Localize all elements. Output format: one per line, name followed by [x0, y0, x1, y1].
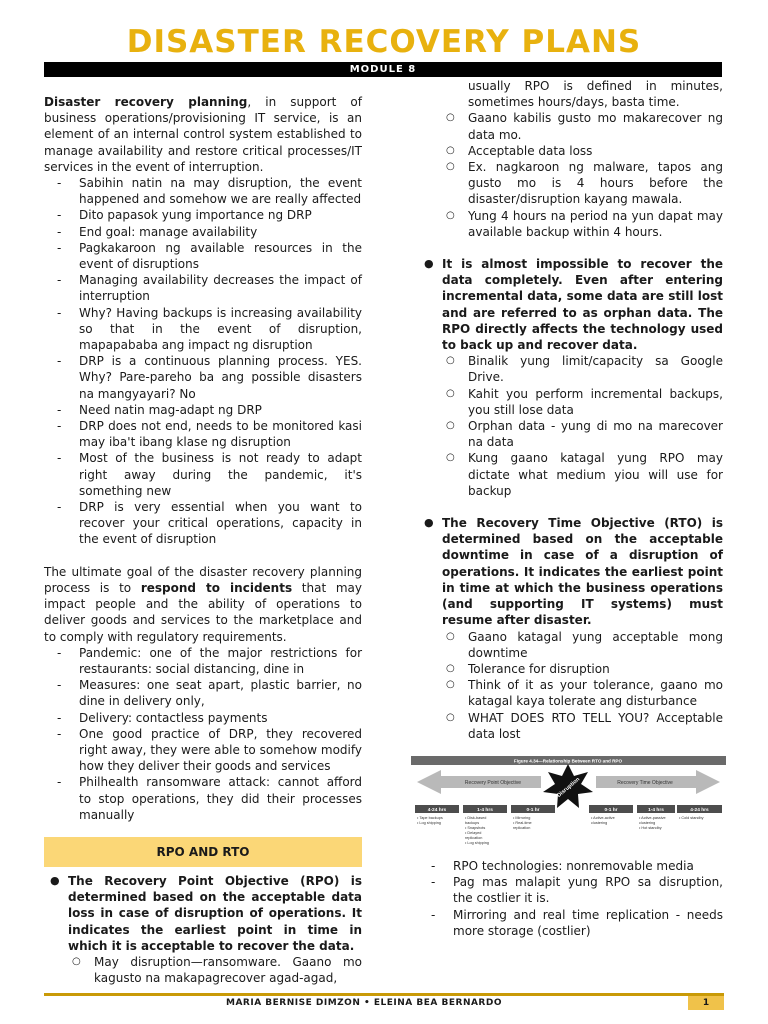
- figure-header-label: 1-4 hrs: [477, 807, 493, 813]
- orphan-definition: [418, 256, 723, 499]
- orphan-text-post: . The RPO directly affects the technology used to back up and recover data.: [442, 305, 723, 353]
- figure-technology-item: replication: [513, 825, 531, 830]
- list-item: - Need natin mag-adapt ng DRP: [44, 402, 362, 418]
- figure-technology-item: • Hot standby: [639, 825, 662, 830]
- figure-technology-item: • Active-active: [591, 815, 615, 820]
- goal-paragraph: [44, 564, 362, 645]
- intro-text: , in support of business operations/provisioning IT service, is an element of an internal control system established to manage availability and restore critical processes/IT services in the event of interruption.: [44, 95, 362, 174]
- list-item: - DRP does not end, needs to be monitored kasi may iba't ibang klase ng disruption: [44, 418, 362, 450]
- rpo-list: [44, 873, 362, 986]
- rpo-sub-item: ○ May disruption—ransomware. Gaano mo kagusto na makapagrecover agad-agad,: [68, 954, 362, 986]
- figure-caption: Figure 4.34—Relationship Between RTO and RPO: [513, 758, 623, 764]
- figure-technology-item: • Real-time: [513, 820, 532, 825]
- list-item: - Pagkakaroon ng available resources in the event of disruptions: [44, 240, 362, 272]
- figure-technology-item: • Delayed: [465, 830, 482, 835]
- figure-technology-item: • Log shipping: [465, 840, 489, 845]
- list-item: - Measures: one seat apart, plastic barrier, no dine in delivery only,: [44, 677, 362, 709]
- orphan-list: [418, 256, 723, 499]
- orphan-sub-item: ○ Orphan data - yung di mo na marecover na data: [442, 418, 723, 450]
- rpo-sub-item: ○ Yung 4 hours na period na yun dapat may available backup within 4 hours.: [442, 208, 723, 240]
- rpo-sub-item: ○ Ex. nagkaroon ng malware, tapos ang gusto mo is 4 hours before the disaster/disruption kayang mawala.: [442, 159, 723, 208]
- section-heading-rpo-rto: RPO AND RTO: [44, 837, 362, 867]
- final-bullet-list: [418, 858, 723, 939]
- rto-text-pre: The: [442, 516, 477, 531]
- figure-technology-item: • Mirroring: [513, 815, 531, 820]
- list-item: - RPO technologies: nonremovable media: [418, 858, 723, 874]
- intro-bullet-list: [44, 175, 362, 548]
- list-item: - Managing availability decreases the impact of interruption: [44, 272, 362, 304]
- list-item: - DRP is a continuous planning process. YES. Why? Pare-pareho ba ang possible disasters na mangyayari? No: [44, 353, 362, 402]
- figure-technology-item: replication: [465, 835, 483, 840]
- rto-sublist: [442, 629, 723, 742]
- figure-header-label: 1-4 hrs: [648, 807, 664, 813]
- list-item: - One good practice of DRP, they recovered right away, they were able to somehow modify how they deliver their goods and services: [44, 726, 362, 775]
- figure-technology-item: • Snapshots: [465, 825, 486, 830]
- list-item: - End goal: manage availability: [44, 224, 362, 240]
- rto-sub-item: ○ Gaano katagal yung acceptable mong downtime: [442, 629, 723, 661]
- orphan-sub-item: ○ Binalik yung limit/capacity sa Google Drive.: [442, 353, 723, 385]
- goal-text-post: that may impact people and the ability of operations to deliver goods and services to the marketplace and to comply with regulatory requirements.: [44, 580, 362, 644]
- rto-arrow-label: Recovery Time Objective: [617, 779, 673, 786]
- orphan-sub-item: ○ Kahit you perform incremental backups, you still lose data: [442, 386, 723, 418]
- rpo-text-pre: The: [68, 873, 105, 888]
- figure-technology-item: • Cold standby: [679, 815, 704, 820]
- intro-paragraph: [44, 94, 362, 175]
- figure-technology-item: • Log shipping: [417, 820, 441, 825]
- rpo-definition: [44, 873, 362, 986]
- list-item: - Pandemic: one of the major restrictions for restaurants: social distancing, dine in: [44, 645, 362, 677]
- disruption-label: Disruption: [556, 776, 582, 799]
- right-column: [418, 78, 723, 939]
- rpo-sublist-continued: [418, 78, 723, 110]
- bullet-icon: ●: [424, 516, 434, 530]
- rpo-arrow-label: Recovery Point Objective: [464, 779, 522, 786]
- list-item: - Pag mas malapit yung RPO sa disruption, the costlier it is.: [418, 874, 723, 906]
- figure-technology-item: clustering: [639, 820, 656, 825]
- orphan-sub-item: ○ Kung gaano katagal yung RPO may dictate what medium yiou will use for backup: [442, 450, 723, 499]
- list-item: - Philhealth ransomware attack: cannot afford to stop operations, they did their processes manually: [44, 774, 362, 823]
- footer-authors: MARIA BERNISE DIMZON • ELEINA BEA BERNARDO: [226, 998, 502, 1008]
- intro-term: Disaster recovery planning: [44, 95, 248, 109]
- rpo-sub-continued: usually RPO is defined in minutes, sometimes hours/days, basta time.: [468, 79, 723, 110]
- left-column: [44, 78, 362, 986]
- rpo-sub-item: ○ Acceptable data loss: [442, 143, 723, 159]
- figure-header-label: 0-1 hr: [526, 807, 540, 813]
- rto-definition: [418, 515, 723, 742]
- goal-term: respond to incidents: [140, 580, 293, 595]
- list-item: - Dito papasok yung importance ng DRP: [44, 207, 362, 223]
- document-title: DISASTER RECOVERY PLANS: [126, 24, 642, 60]
- rto-rpo-figure: [411, 756, 726, 852]
- figure-technology-item: • Active-passive: [639, 815, 666, 820]
- figure-technology-item: • Disk-based: [465, 815, 487, 820]
- bullet-icon: ●: [50, 873, 60, 887]
- figure-technology-item: • Tape backups: [417, 815, 443, 820]
- orphan-text-pre: It is almost impossible to recover the data completely. Even after entering incremental data, some data are still lost and are referred to as: [442, 257, 723, 320]
- list-item: - Delivery: contactless payments: [44, 710, 362, 726]
- rpo-sublist: [68, 954, 362, 986]
- bullet-icon: ●: [424, 257, 434, 271]
- rpo-sub-item: ○ Gaano kabilis gusto mo makarecover ng data mo.: [442, 110, 723, 142]
- figure-header-label: 0-1 hr: [604, 807, 618, 813]
- figure-header-label: 4-24 hrs: [427, 807, 447, 813]
- page-number: 1: [688, 996, 724, 1010]
- rto-sub-item: ○ Tolerance for disruption: [442, 661, 723, 677]
- list-item: - Why? Having backups is increasing availability so that in the event of disruption, mapapababa ang impact ng disruption: [44, 305, 362, 354]
- rpo-term: Recovery Point Objective (RPO): [104, 873, 340, 888]
- rto-text-post: is determined based on the acceptable downtime in case of a disruption of operations. It indicates the earliest point in time at which the business operations (and supporting IT systems) must resume after disaster.: [442, 516, 724, 628]
- rto-term: Recovery Time Objective (RTO): [476, 516, 703, 531]
- figure-technology-item: backups: [465, 820, 480, 825]
- rto-list: [418, 515, 723, 742]
- figure-header-label: 4-24 hrs: [690, 807, 709, 813]
- list-item: - Sabihin natin na may disruption, the event happened and somehow we are really affected: [44, 175, 362, 207]
- orphan-term: orphan data: [603, 305, 688, 320]
- list-item: - DRP is very essential when you want to recover your critical operations, capacity in the event of disruption: [44, 499, 362, 548]
- figure-technology-item: clustering: [591, 820, 608, 825]
- goal-text-pre: The ultimate goal of the disaster recovery planning process is to: [44, 564, 362, 595]
- rto-sub-item: ○ WHAT DOES RTO TELL YOU? Acceptable data lost: [442, 710, 723, 742]
- rpo-sublist-rest: [418, 110, 723, 240]
- module-bar: MODULE 8: [44, 62, 722, 77]
- list-item: - Mirroring and real time replication - needs more storage (costlier): [418, 907, 723, 939]
- rto-sub-item: ○ Think of it as your tolerance, gaano mo katagal kaya tolerate ang disturbance: [442, 677, 723, 709]
- orphan-sublist: [442, 353, 723, 499]
- list-item: - Most of the business is not ready to adapt right away during the pandemic, it's something new: [44, 450, 362, 499]
- goal-bullet-list: [44, 645, 362, 823]
- rpo-text-post: is determined based on the acceptable data loss in case of disruption of operations. It indicates the earliest point in time in which it is acceptable to recover the data.: [68, 873, 362, 953]
